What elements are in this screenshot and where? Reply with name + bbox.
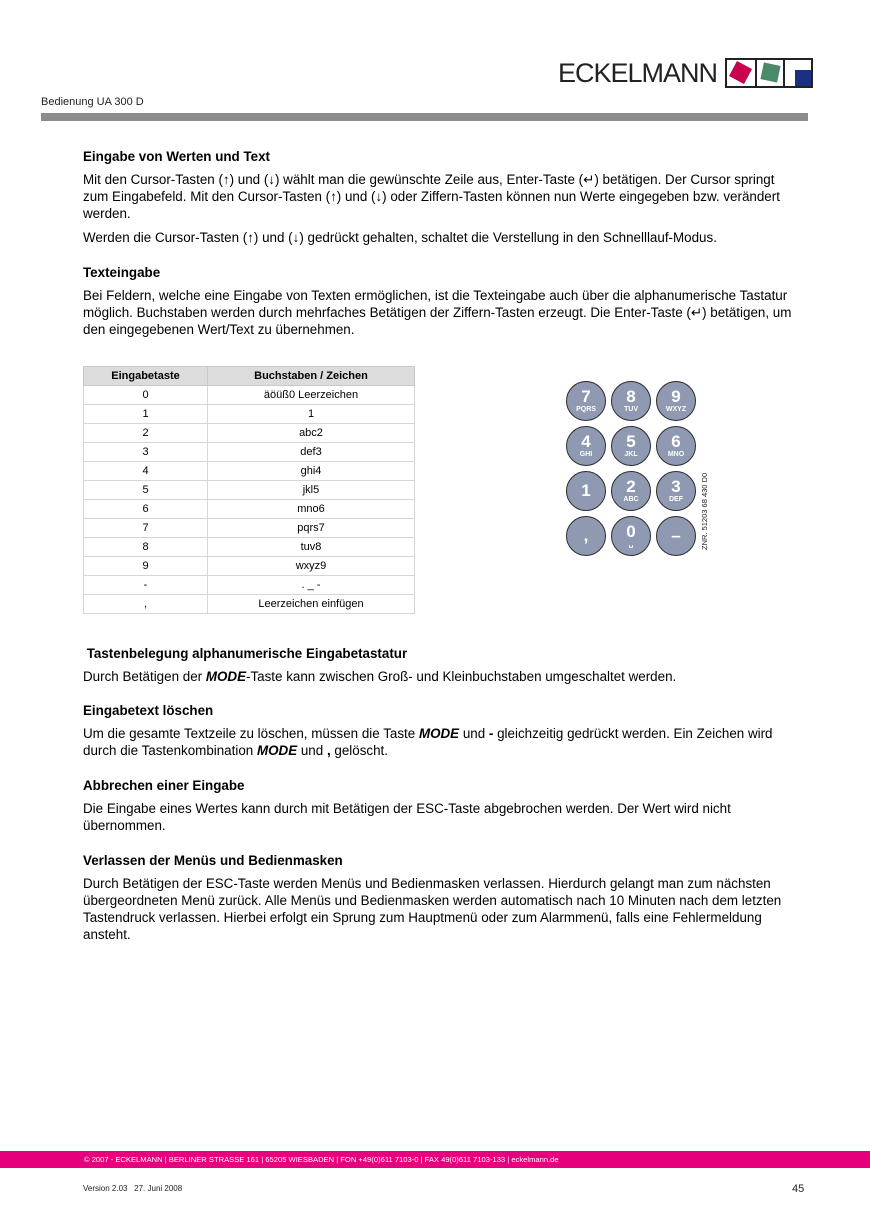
paragraph: Mit den Cursor-Tasten (↑) und (↓) wählt man die gewünschte Zeile aus, Enter-Taste (↵) betätigen. Der Cursor springt zum Eingabefeld. Mit den Cursor-Tasten (↑) und (↓) oder Ziffern-Tasten können nun Werte eingegeben bzw. verändert werden.	[83, 172, 780, 221]
section-heading: Eingabetext löschen	[83, 703, 214, 718]
section-tastenbelegung	[83, 645, 803, 692]
logo-squares-icon	[725, 58, 813, 88]
section-heading: Tastenbelegung alphanumerische Eingabetastatur	[83, 646, 408, 661]
key-cell: 2	[84, 424, 208, 443]
key-cell: 4	[84, 462, 208, 481]
key-cell: 9	[84, 557, 208, 576]
key-cell: ,	[84, 595, 208, 614]
key-7: 7 PQRS	[566, 381, 606, 421]
green-square-icon	[760, 62, 780, 82]
key-comma: ,	[566, 516, 606, 556]
key-5: 5 JKL	[611, 426, 651, 466]
chars-cell: Leerzeichen einfügen	[208, 595, 415, 614]
minus-key-label: -	[488, 726, 494, 741]
page-number: 45	[792, 1183, 805, 1195]
chars-cell: jkl5	[208, 481, 415, 500]
paragraph: Durch Betätigen der ESC-Taste werden Menüs und Bedienmasken verlassen. Hierdurch gelangt man zum nächsten übergeordneten Menü zurück. Alle Menüs und Bedienmasken werden automatisch nach 10 Minuten nach dem letzten Tastendruck verlassen. Hierbei erfolgt ein Sprung zum Hauptmenü oder zum Alarmmenü, falls eine Fehlermeldung ansteht.	[83, 876, 782, 942]
table-row	[84, 462, 415, 481]
section-heading: Verlassen der Menüs und Bedienmasken	[83, 853, 343, 868]
key-cell: 6	[84, 500, 208, 519]
table-row	[84, 443, 415, 462]
chars-cell: mno6	[208, 500, 415, 519]
key-cell: 8	[84, 538, 208, 557]
key-mapping-table	[83, 366, 415, 614]
mode-key-label: MODE	[205, 669, 247, 684]
table-row	[84, 500, 415, 519]
chars-cell: 1	[208, 405, 415, 424]
space-icon: ␣	[628, 540, 634, 548]
table-row	[84, 481, 415, 500]
paragraph: Bei Feldern, welche eine Eingabe von Texten ermöglichen, ist die Texteingabe auch über die alphanumerische Tastatur möglich. Buchstaben werden durch mehrfaches Betätigen der Ziffern-Tasten erzeugt. Die Enter-Taste (↵) betätigen, um den eingegebenen Wert/Text zu übernehmen.	[83, 288, 792, 337]
table-row	[84, 424, 415, 443]
eckelmann-logo	[558, 58, 813, 88]
comma-key-label: ,	[326, 743, 331, 758]
key-9: 9 WXYZ	[656, 381, 696, 421]
table-row	[84, 538, 415, 557]
column-header-eingabetaste: Eingabetaste	[84, 367, 208, 386]
key-cell: 7	[84, 519, 208, 538]
chars-cell: wxyz9	[208, 557, 415, 576]
section-verlassen	[83, 852, 803, 950]
magenta-square-icon	[729, 61, 752, 84]
column-header-buchstaben: Buchstaben / Zeichen	[208, 367, 415, 386]
section-texteingabe	[83, 264, 803, 345]
key-8: 8 TUV	[611, 381, 651, 421]
drawing-number: ZNR. 51203 68 430 D0	[700, 472, 709, 550]
section-abbrechen	[83, 777, 803, 841]
mode-key-label: MODE	[418, 726, 460, 741]
key-1: 1	[566, 471, 606, 511]
version-info: Version 2.03 27. Juni 2008	[83, 1184, 183, 1193]
chars-cell: ghi4	[208, 462, 415, 481]
chars-cell: def3	[208, 443, 415, 462]
table-header-row	[84, 367, 415, 386]
paragraph: Durch Betätigen der MODE-Taste kann zwischen Groß- und Kleinbuchstaben umgeschaltet werden.	[83, 669, 677, 684]
table-row	[84, 576, 415, 595]
footer-contact-bar: © 2007 - ECKELMANN | BERLINER STRASSE 161 | 65205 WIESBADEN | FON +49(0)611 7103-0 | FAX 49(0)611 7103-133 | eckelmann.de	[0, 1151, 870, 1168]
key-cell: 0	[84, 386, 208, 405]
paragraph: Werden die Cursor-Tasten (↑) und (↓) gedrückt gehalten, schaltet die Verstellung in den Schnelllauf-Modus.	[83, 230, 717, 245]
table-row	[84, 557, 415, 576]
section-werte-eingabe	[83, 148, 803, 253]
header-divider	[41, 113, 808, 121]
key-cell: 3	[84, 443, 208, 462]
keypad-illustration	[566, 381, 702, 551]
paragraph: Die Eingabe eines Wertes kann durch mit Betätigen der ESC-Taste abgebrochen werden. Der Wert wird nicht übernommen.	[83, 801, 731, 833]
section-heading: Texteingabe	[83, 265, 161, 280]
blue-square-icon	[795, 70, 811, 86]
key-cell: -	[84, 576, 208, 595]
key-2: 2 ABC	[611, 471, 651, 511]
key-minus: –	[656, 516, 696, 556]
chars-cell: tuv8	[208, 538, 415, 557]
chars-cell: pqrs7	[208, 519, 415, 538]
mode-key-label: MODE	[256, 743, 298, 758]
table-row	[84, 595, 415, 614]
key-0: 0 ␣	[611, 516, 651, 556]
key-4: 4 GHI	[566, 426, 606, 466]
table-row	[84, 405, 415, 424]
document-title: Bedienung UA 300 D	[41, 96, 144, 108]
paragraph: Um die gesamte Textzeile zu löschen, müssen die Taste MODE und - gleichzeitig gedrückt werden. Ein Zeichen wird durch die Tastenkombination MODE und , gelöscht.	[83, 726, 773, 758]
section-heading: Abbrechen einer Eingabe	[83, 778, 245, 793]
chars-cell: abc2	[208, 424, 415, 443]
section-eingabetext-loeschen	[83, 702, 803, 766]
table-row	[84, 519, 415, 538]
chars-cell: äöüß0 Leerzeichen	[208, 386, 415, 405]
chars-cell: . _ -	[208, 576, 415, 595]
table-row	[84, 386, 415, 405]
key-cell: 5	[84, 481, 208, 500]
key-6: 6 MNO	[656, 426, 696, 466]
section-heading: Eingabe von Werten und Text	[83, 149, 270, 164]
logo-wordmark: ECKELMANN	[558, 58, 718, 88]
key-3: 3 DEF	[656, 471, 696, 511]
key-cell: 1	[84, 405, 208, 424]
